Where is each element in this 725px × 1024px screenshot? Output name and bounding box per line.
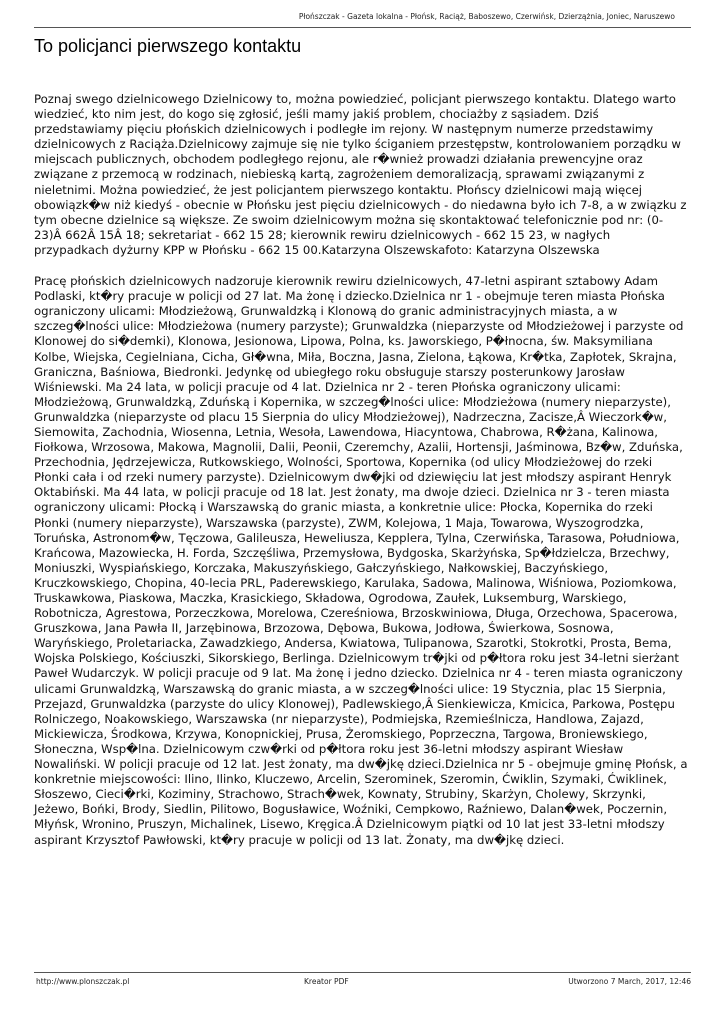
article-title: To policjanci pierwszego kontaktu	[34, 36, 302, 56]
footer-url[interactable]: http://www.plonszczak.pl	[36, 977, 130, 986]
footer-generator: Kreator PDF	[304, 977, 349, 986]
footer-divider	[34, 972, 691, 973]
footer-created-date: Utworzono 7 March, 2017, 12:46	[568, 977, 691, 986]
header-divider	[34, 27, 691, 28]
article-paragraph-districts: Pracę płońskich dzielnicowych nadzoruje kierownik rewiru dzielnicowych, 47-letni aspirant sztabowy Adam Podlaski, kt�ry pracuje w policji od 27 lat. Ma żonę i dziecko.Dzielnica nr 1 - obejmuje teren miasta Płońska ograniczony ulicami: Młodzieżową, Grunwaldzką i Klonową do granic administracyjnych miasta, a w szczeg�lności ulice: Młodzieżowa (numery parzyste); Grunwaldzka (nieparzyste od Młodzieżowej i parzyste od Klonowej do si�demki), Klonowa, Jesionowa, Lipowa, Polna, ks. Jaworskiego, P�łnocna, św. Maksymiliana Kolbe, Wiejska, Cegielniana, Cicha, Gł�wna, Miła, Boczna, Jasna, Zielona, Łąkowa, Kr�tka, Zapłotek, Skrajna, Graniczna, Baśniowa, Biedronki. Jedynkę od ubiegłego roku obsługuje starszy posterunkowy Jarosław Wiśniewski. Ma 24 lata, w policji pracuje od 4 lat. Dzielnica nr 2 - teren Płońska ograniczony ulicami: Młodzieżową, Grunwaldzką, Zduńską i Kopernika, w szczeg�lności ulice: Młodzieżowa (numery nieparzyste), Grunwaldzka (nieparzyste od placu 15 Sierpnia do ulicy Młodzieżowej), Nadrzeczna, Zacisze,Â Wieczork�w, Siemowita, Zachodnia, Wiosenna, Letnia, Wesoła, Lawendowa, Hiacyntowa, Chabrowa, R�żana, Kalinowa, Fiołkowa, Wrzosowa, Makowa, Magnolii, Dalii, Peonii, Czeremchy, Azalii, Hortensji, Jaśminowa, Bz�w, Zduńska, Przechodnia, Jędrzejewicza, Rutkowskiego, Wolności, Sportowa, Kopernika (od ulicy Młodzieżowej do rzeki Płonki cała i od rzeki numery parzyste). Dzielnicowym dw�jki od dziewięciu lat jest młodszy aspirant Henryk Oktabiński. Ma 44 lata, w policji pracuje od 18 lat. Jest żonaty, ma dwoje dzieci. Dzielnica nr 3 - teren miasta ograniczony ulicami: Płocką i Warszawską do granic miasta, a konkretnie ulice: Płocka, Kopernika do rzeki Płonki (numery nieparzyste), Warszawska (parzyste), ZWM, Kolejowa, 1 Maja, Towarowa, Wyszogrodzka, Toruńska, Astronom�w, Tęczowa, Galileusza, Heweliusza, Kepplera, Tylna, Czerwińska, Tarasowa, Południowa, Krańcowa, Mazowiecka, H. Forda, Szczęśliwa, Przemysłowa, Bydgoska, Skarżyńska, Sp�łdzielcza, Brzechwy, Moniuszki, Wyspiańskiego, Korczaka, Makuszyńskiego, Gałczyńskiego, Nałkowskiej, Baczyńskiego, Kruczkowskiego, Chopina, 40-lecia PRL, Paderewskiego, Karulaka, Sadowa, Malinowa, Wiśniowa, Poziomkowa, Truskawkowa, Piaskowa, Maczka, Krasickiego, Składowa, Ogrodowa, Zaułek, Luksemburg, Warskiego, Robotnicza, Agrestowa, Porzeczkowa, Morelowa, Czereśniowa, Brzoskwiniowa, Długa, Orzechowa, Spacerowa, Gruszkowa, Jana Pawła II, Jarzębinowa, Brzozowa, Dębowa, Bukowa, Jodłowa, Świerkowa, Sosnowa, Waryńskiego, Proletariacka, Zawadzkiego, Andersa, Kwiatowa, Tulipanowa, Szarotki, Stokrotki, Prosta, Bema, Wojska Polskiego, Kościuszki, Sikorskiego, Berlinga. Dzielnicowym tr�jki od p�łtora roku jest 34-letni sierżant Paweł Wudarczyk. W policji pracuje od 9 lat. Ma żonę i jedno dziecko. Dzielnica nr 4 - teren miasta ograniczony ulicami Grunwaldzką, Warszawską do granic miasta, a w szczeg�lności ulice: 19 Stycznia, plac 15 Sierpnia, Przejazd, Grunwaldzka (parzyste do ulicy Klonowej), Padlewskiego,Â Sienkiewicza, Kmicica, Parkowa, Postępu Rolniczego, Noakowskiego, Warszawska (nr nieparzyste), Podmiejska, Rzemieślnicza, Handlowa, Zajazd, Mickiewicza, Środkowa, Krzywa, Konopnickiej, Prusa, Żeromskiego, Poprzeczna, Targowa, Broniewskiego, Słoneczna, Wsp�lna. Dzielnicowym czw�rki od p�łtora roku jest 36-letni młodszy aspirant Wiesław Nowaliński. W policji pracuje od 12 lat. Jest żonaty, ma dw�jkę dzieci.Dzielnica nr 5 - obejmuje gminę Płońsk, a konkretnie miejscowości: Ilino, Ilinko, Kluczewo, Arcelin, Szerominek, Szeromin, Ćwiklin, Szymaki, Ćwiklinek, Słoszewo, Cieci�rki, Koziminy, Strachowo, Strach�wek, Kownaty, Strubiny, Skarżyn, Cholewy, Skrzynki, Jeżewo, Bońki, Brody, Siedlin, Pilitowo, Bogusławice, Woźniki, Cempkowo, Raźniewo, Dalan�wek, Poczernin, Młyńsk, Wronino, Pruszyn, Michalinek, Lisewo, Kręgica.Â Dzielnicowym piątki od 10 lat jest 33-letni młodszy aspirant Krzysztof Pawłowski, kt�ry pracuje w policji od 13 lat. Żonaty, ma dw�jkę dzieci.	[34, 274, 688, 847]
article-paragraph-intro: Poznaj swego dzielnicowego Dzielnicowy to, można powiedzieć, policjant pierwszego kontaktu. Dlatego warto wiedzieć, kto nim jest, do kogo się zgłosić, jeśli mamy jakiś problem, chociażby z sąsiadem. Dziś przedstawiamy pięciu płońskich dzielnicowych i podległe im rejony. W następnym numerze przedstawimy dzielnicowych z Raciąża.Dzielnicowy zajmuje się nie tylko ściganiem przestępstw, kontrolowaniem porządku w miejscach publicznych, obchodem podległego rejonu, ale r�wnież prowadzi działania prewencyjne oraz związane z przemocą w rodzinach, niebieską kartą, zagrożeniem demoralizacją, sprawami związanymi z nieletnimi. Można powiedzieć, że jest policjantem pierwszego kontaktu. Płońscy dzielnicowi mają więcej obowiązk�w niż kiedyś - obecnie w Płońsku jest pięciu dzielnicowych - do niedawna było ich 7-8, a w związku z tym obecne dzielnice są większe. Ze swoim dzielnicowym można się skontaktować telefonicznie pod nr: (0-23)Â 662Â 15Â 18; sekretariat - 662 15 28; kierownik rewiru dzielnicowych - 662 15 23, w nagłych przypadkach dyżurny KPP w Płońsku - 662 15 00.Katarzyna Olszewskafoto: Katarzyna Olszewska	[34, 92, 687, 257]
page-header: Płońszczak - Gazeta lokalna - Płońsk, Raciąż, Baboszewo, Czerwińsk, Dzierzążnia, Joniec, Naruszewo	[298, 12, 675, 21]
article-body	[34, 92, 688, 864]
